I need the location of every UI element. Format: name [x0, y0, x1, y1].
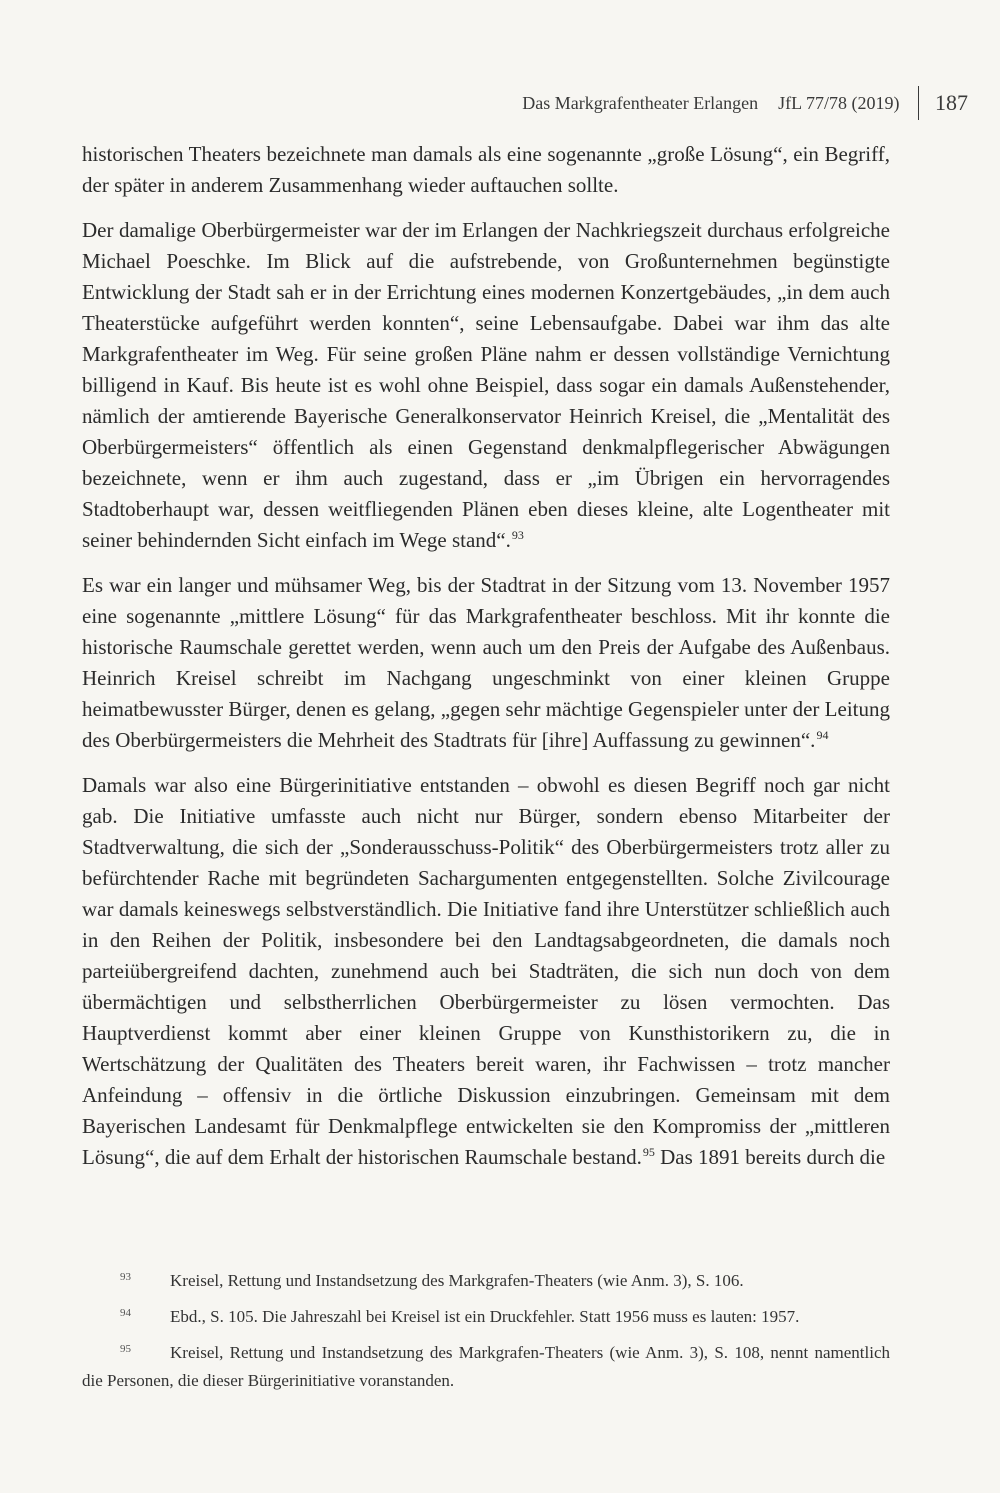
paragraph-text-continued: Das 1891 bereits durch die	[654, 1145, 886, 1169]
footnotes	[82, 1268, 890, 1401]
paragraph-text: historischen Theaters bezeichnete man damals als eine sogenannte „große Lösung“, ein Begriff, der später in anderem Zusammenhang wieder auftauchen sollte.	[82, 142, 890, 197]
paragraph-1	[82, 139, 890, 201]
paragraph-4	[82, 770, 890, 1173]
footnote-95	[82, 1340, 890, 1393]
running-head	[522, 86, 968, 120]
paragraph-text: Es war ein langer und mühsamer Weg, bis der Stadtrat in der Sitzung vom 13. November 1957 eine sogenannte „mittlere Lösung“ für das Markgrafentheater beschloss. Mit ihr konnte die historische Raumschale gerettet werden, wenn auch um den Preis der Aufgabe des Außenbaus. Heinrich Kreisel schreibt im Nachgang ungeschminkt von einer kleinen Gruppe heimatbewusster Bürger, denen es gelang, „gegen sehr mächtige Gegenspieler unter der Leitung des Oberbürgermeisters die Mehrheit des Stadtrats für [ihre] Auffassung zu gewinnen“.	[82, 573, 890, 752]
footnote-text: Ebd., S. 105. Die Jahreszahl bei Kreisel ist ein Druckfehler. Statt 1956 muss es lauten: 1957.	[170, 1307, 800, 1326]
footnote-ref-93[interactable]: 93	[511, 528, 524, 542]
paragraph-text: Damals war also eine Bürgerinitiative entstanden – obwohl es diesen Begriff noch gar nicht gab. Die Initiative umfasste auch nicht nur Bürger, sondern ebenso Mitarbeiter der Stadtverwaltung, die sich der „Sonderausschuss-Politik“ des Oberbürgermeisters trotz aller zu befürchtender Rache mit begründeten Sachargumenten entgegenstellten. Solche Zivilcourage war damals keineswegs selbstverständlich. Die Initiative fand ihre Unterstützer schließlich auch in den Reihen der Politik, insbesondere bei den Landtagsabgeordneten, die damals noch parteiübergreifend dachten, zunehmend auch bei Stadträten, die sich nun doch von dem übermächtigen und selbstherrlichen Oberbürgermeister zu lösen vermochten. Das Hauptverdienst kommt aber einer kleinen Gruppe von Kunsthistorikern zu, die in Wertschätzung der Qualitäten des Theaters bereit waren, ihr Fachwissen – trotz mancher Anfeindung – offensiv in die örtliche Diskussion einzubringen. Gemeinsam mit dem Bayerischen Landesamt für Denkmalpflege entwickelten sie den Kompromiss der „mittleren Lösung“, die auf dem Erhalt der historischen Raumschale bestand.	[82, 773, 890, 1169]
footnote-ref-94[interactable]: 94	[816, 728, 829, 742]
footnote-text: Kreisel, Rettung und Instandsetzung des Markgrafen-Theaters (wie Anm. 3), S. 108, nennt namentlich die Personen, die dieser Bürgerinitiative voranstanden.	[82, 1343, 890, 1390]
body-text	[82, 139, 890, 1173]
paragraph-text: Der damalige Oberbürgermeister war der im Erlangen der Nachkriegszeit durchaus erfolgreiche Michael Poeschke. Im Blick auf die aufstrebende, von Großunternehmen begünstigte Entwicklung der Stadt sah er in der Errichtung eines modernen Konzertgebäudes, „in dem auch Theaterstücke aufgeführt werden konnten“, seine Lebensaufgabe. Dabei war ihm das alte Markgrafentheater im Weg. Für seine großen Pläne nahm er dessen vollständige Vernichtung billigend in Kauf. Bis heute ist es wohl ohne Beispiel, dass sogar ein damals Außenstehender, nämlich der amtierende Bayerische Generalkonservator Heinrich Kreisel, die „Mentalität des Oberbürgermeisters“ öffentlich als einen Gegenstand denkmalpflegerischer Abwägungen bezeichnete, wenn er ihm auch zugestand, dass er „im Übrigen ein hervorragendes Stadtoberhaupt war, dessen weitfliegenden Plänen eben dieses kleine, alte Logentheater mit seiner behindernden Sicht einfach im Wege stand“.	[82, 218, 890, 552]
paragraph-3	[82, 570, 890, 756]
footnote-number: 93	[120, 1271, 131, 1283]
footnote-number: 94	[120, 1307, 131, 1319]
running-head-title: Das Markgrafentheater Erlangen	[522, 92, 759, 113]
footnote-ref-95[interactable]: 95	[642, 1145, 655, 1159]
footnote-number: 95	[120, 1343, 131, 1355]
paragraph-2	[82, 215, 890, 556]
page-number: 187	[935, 90, 968, 115]
footnote-text: Kreisel, Rettung und Instandsetzung des Markgrafen-Theaters (wie Anm. 3), S. 106.	[170, 1271, 744, 1290]
footnote-93	[82, 1268, 890, 1296]
running-head-divider	[918, 86, 920, 120]
running-head-journal: JfL 77/78 (2019)	[778, 92, 900, 113]
footnote-94	[82, 1304, 890, 1332]
